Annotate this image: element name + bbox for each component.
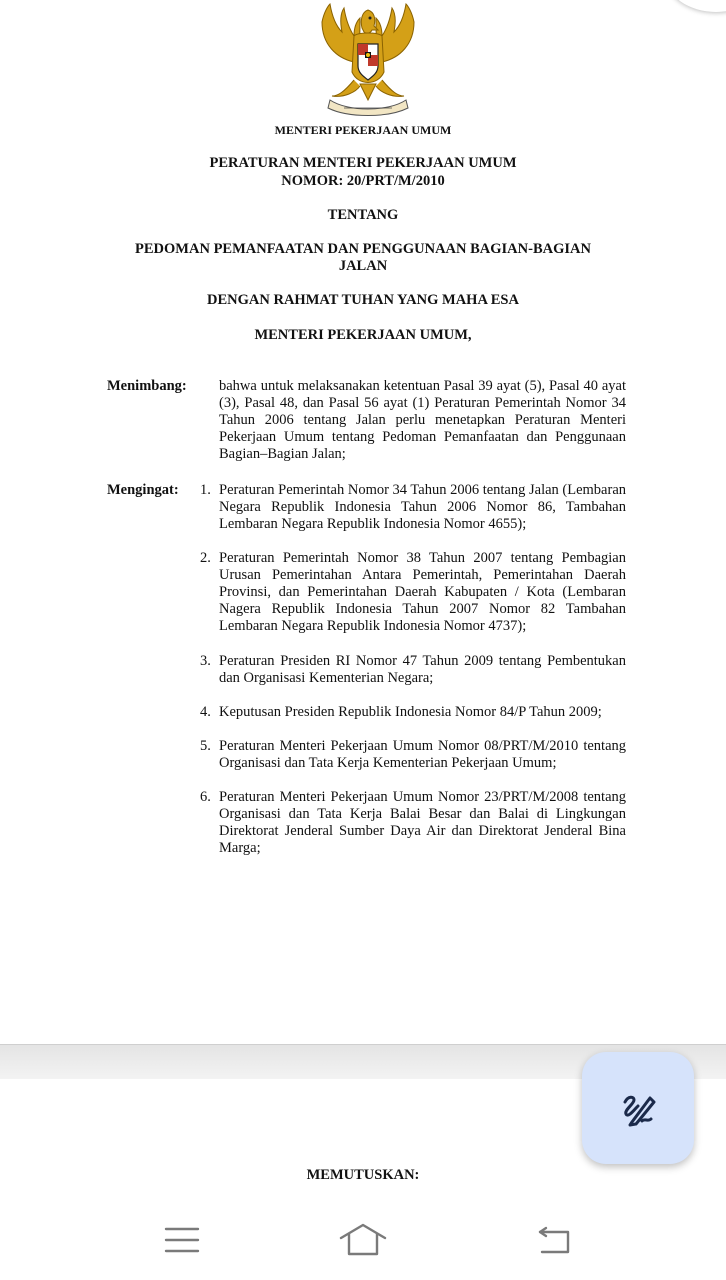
mengingat-label: Mengingat: — [107, 482, 179, 498]
back-icon — [534, 1224, 574, 1256]
annotate-fab-button[interactable] — [582, 1052, 694, 1164]
mengingat-item-text: Peraturan Menteri Pekerjaan Umum Nomor 08/PRT/M/2010 tentang Organisasi dan Tata Kerja Kementerian Pekerjaan Umum; — [219, 738, 626, 771]
mengingat-item-text: Keputusan Presiden Republik Indonesia Nomor 84/P Tahun 2009; — [219, 704, 602, 720]
grace-heading: DENGAN RAHMAT TUHAN YANG MAHA ESA — [207, 292, 519, 308]
home-icon — [337, 1222, 389, 1258]
about-heading: TENTANG — [327, 207, 399, 223]
mengingat-item-text: Peraturan Pemerintah Nomor 34 Tahun 2006 tentang Jalan (Lembaran Negara Republik Indonesia Tahun 2006 Nomor 86, Tambahan Lembaran Negara Republik Indonesia Nomor 4655); — [219, 482, 627, 532]
garuda-emblem-icon — [314, 0, 422, 118]
mengingat-item-number: 6. — [200, 789, 211, 805]
nav-menu-button[interactable] — [154, 1218, 210, 1262]
ministry-header: MENTERI PEKERJAAN UMUM — [274, 123, 452, 137]
menimbang-label: Menimbang: — [107, 378, 187, 394]
mengingat-item-number: 3. — [200, 653, 211, 669]
annotate-pen-icon — [618, 1088, 658, 1128]
system-nav-bar — [0, 1200, 726, 1280]
menimbang-text: bahwa untuk melaksanakan ketentuan Pasal 39 ayat (5), Pasal 40 ayat (3), Pasal 48, dan Pasal 56 ayat (1) Peraturan Pemerintah Nomor 34 Tahun 2006 tentang Jalan perlu menetapkan Peraturan Menteri Pekerjaan Umum tentang Pedoman Pemanfaatan dan Penggunaan Bagian–Bagian Jalan; — [219, 378, 626, 462]
mengingat-item-text: Peraturan Presiden RI Nomor 47 Tahun 2009 tentang Pembentukan dan Organisasi Kementerian Negara; — [219, 653, 626, 686]
mengingat-item-number: 4. — [200, 704, 211, 720]
decision-heading: MEMUTUSKAN: — [306, 1167, 420, 1183]
mengingat-item-text: Peraturan Pemerintah Nomor 38 Tahun 2007 tentang Pembagian Urusan Pemerintahan Antara Pemerintah, Pemerintahan Daerah Provinsi, dan Pemerintahan Daerah Kabupaten / Kota (Lembaran Nagera Republik Indonesia Tahun 2007 Nomor 82 Tambahan Lembaran Negara Republik Indonesia Nomor 4737); — [219, 550, 626, 634]
subject-line-2: JALAN — [338, 258, 388, 274]
regulation-number: NOMOR: 20/PRT/M/2010 — [281, 173, 445, 189]
mengingat-item-number: 1. — [200, 482, 211, 498]
subject-line-1: PEDOMAN PEMANFAATAN DAN PENGGUNAAN BAGIAN-BAGIAN — [135, 241, 591, 257]
mengingat-item-text: Peraturan Menteri Pekerjaan Umum Nomor 23/PRT/M/2008 tentang Organisasi dan Tata Kerja Balai Besar dan Balai di Lingkungan Direktorat Jenderal Sumber Daya Air dan Direktorat Jenderal Bina Marga; — [219, 789, 626, 856]
corner-floating-button[interactable] — [666, 0, 726, 12]
nav-home-button[interactable] — [335, 1218, 391, 1262]
issuer-heading: MENTERI PEKERJAAN UMUM, — [254, 327, 472, 343]
menu-icon — [164, 1225, 200, 1255]
nav-back-button[interactable] — [526, 1218, 582, 1262]
regulation-title: PERATURAN MENTERI PEKERJAAN UMUM — [209, 155, 517, 171]
mengingat-item-number: 5. — [200, 738, 211, 754]
mengingat-item-number: 2. — [200, 550, 211, 566]
